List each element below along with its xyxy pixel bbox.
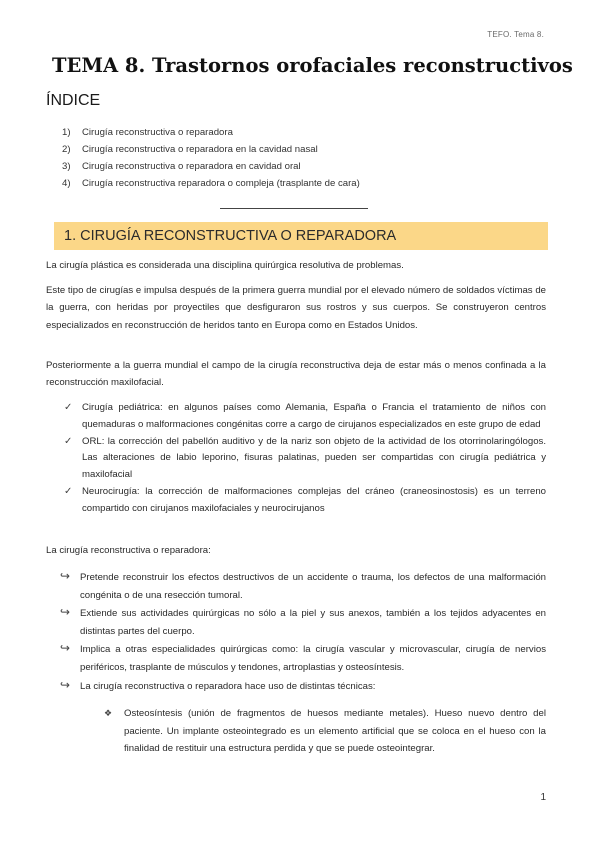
- section-heading: 1. CIRUGÍA RECONSTRUCTIVA O REPARADORA: [64, 228, 397, 244]
- list-item: [104, 705, 546, 758]
- list-item: [60, 641, 546, 676]
- paragraph-reconstructive: La cirugía reconstructiva o reparadora:: [46, 545, 211, 556]
- page-title: TEMA 8. Trastornos orofaciales reconstructivos: [52, 54, 573, 77]
- paragraph-history: Este tipo de cirugías e impulsa después de la primera guerra mundial por el elevado número de soldados víctimas de la guerra, con heridas por proyectiles que desfiguraron sus rostros y sus cuerpos. Se construyeron centros especializados en reconstrucción de heridos tanto en Europa como en Estados Unidos.: [46, 285, 546, 331]
- list-item: [60, 569, 546, 604]
- index-item: [62, 124, 360, 141]
- hook-arrow-icon: ↪: [60, 605, 71, 620]
- running-header: TEFO. Tema 8.: [487, 30, 544, 39]
- reconstructive-list: [60, 569, 546, 696]
- check-icon: ✓: [64, 435, 73, 447]
- diamond-bullet-icon: ❖: [104, 708, 113, 718]
- page-number: 1: [540, 792, 546, 803]
- index-item-number: 3): [62, 161, 71, 172]
- section-heading-box: [54, 222, 548, 250]
- list-item-text: Pretende reconstruir los efectos destructivos de un accidente o trauma, los defectos de una malformación congénita o de una resección tumoral.: [80, 572, 546, 601]
- specialties-list: [64, 400, 546, 518]
- list-item: [64, 484, 546, 518]
- index-item-text: Cirugía reconstructiva o reparadora en la cavidad nasal: [82, 144, 318, 155]
- index-list: [62, 124, 360, 192]
- index-item-number: 4): [62, 178, 71, 189]
- paragraph-postwar: Posteriormente a la guerra mundial el campo de la cirugía reconstructiva deja de estar más o menos confinada a la reconstrucción maxilofacial.: [46, 360, 546, 389]
- hook-arrow-icon: ↪: [60, 569, 71, 583]
- index-item-text: Cirugía reconstructiva o reparadora: [82, 127, 233, 138]
- list-item-text: Osteosíntesis (unión de fragmentos de huesos mediante metales). Hueso nuevo dentro del paciente. Un implante osteointegrado es un elemento artificial que se coloca en el hueso con la finalidad de restituir una estructura perdida y que se puede osteointegrar.: [124, 708, 546, 755]
- paragraph-intro: La cirugía plástica es considerada una disciplina quirúrgica resolutiva de problemas.: [46, 260, 404, 271]
- index-item: [62, 175, 360, 192]
- list-item-text: ORL: la corrección del pabellón auditivo y de la nariz son objeto de la actividad de los otorrinolaringólogos. Las alteraciones de labio leporino, fisuras palatinas, pueden ser compartidas con cirugía pediátrica y maxilofacial: [82, 435, 546, 481]
- index-item: [62, 158, 360, 175]
- list-item-text: Neurocirugía: la corrección de malformaciones complejas del cráneo (craneosinostosis) es un terreno compartido con cirujanos maxilofaciales y neurocirujanos: [82, 485, 546, 514]
- check-icon: ✓: [64, 485, 73, 497]
- hook-arrow-icon: ↪: [60, 641, 71, 656]
- index-item-text: Cirugía reconstructiva reparadora o compleja (trasplante de cara): [82, 178, 360, 189]
- techniques-list: [104, 705, 546, 758]
- index-item: [62, 141, 360, 158]
- hook-arrow-icon: ↪: [60, 677, 71, 692]
- list-item-text: La cirugía reconstructiva o reparadora hace uso de distintas técnicas:: [80, 680, 376, 692]
- list-item: [60, 605, 546, 640]
- index-item-text: Cirugía reconstructiva o reparadora en cavidad oral: [82, 161, 301, 172]
- index-item-number: 1): [62, 127, 71, 138]
- index-item-number: 2): [62, 144, 71, 155]
- list-item-text: Extiende sus actividades quirúrgicas no sólo a la piel y sus anexos, también a los tejidos adyacentes en distintas partes del cuerpo.: [80, 608, 546, 637]
- divider: [220, 208, 368, 209]
- list-item: [64, 434, 546, 484]
- list-item-text: Cirugía pediátrica: en algunos países como Alemania, España o Francia el tratamiento de niños con quemaduras o malformaciones congénitas corre a cargo de cirujanos especializados en este grupo de edad: [82, 402, 546, 430]
- list-item: [64, 400, 546, 434]
- check-icon: ✓: [64, 402, 73, 413]
- list-item-text: Implica a otras especialidades quirúrgicas como: la cirugía vascular y microvascular, cirugía de nervios periféricos, trasplante de músculos y tendones, artroplastias y osteosíntesis.: [80, 644, 546, 673]
- index-heading: ÍNDICE: [46, 92, 101, 109]
- list-item: [60, 678, 546, 696]
